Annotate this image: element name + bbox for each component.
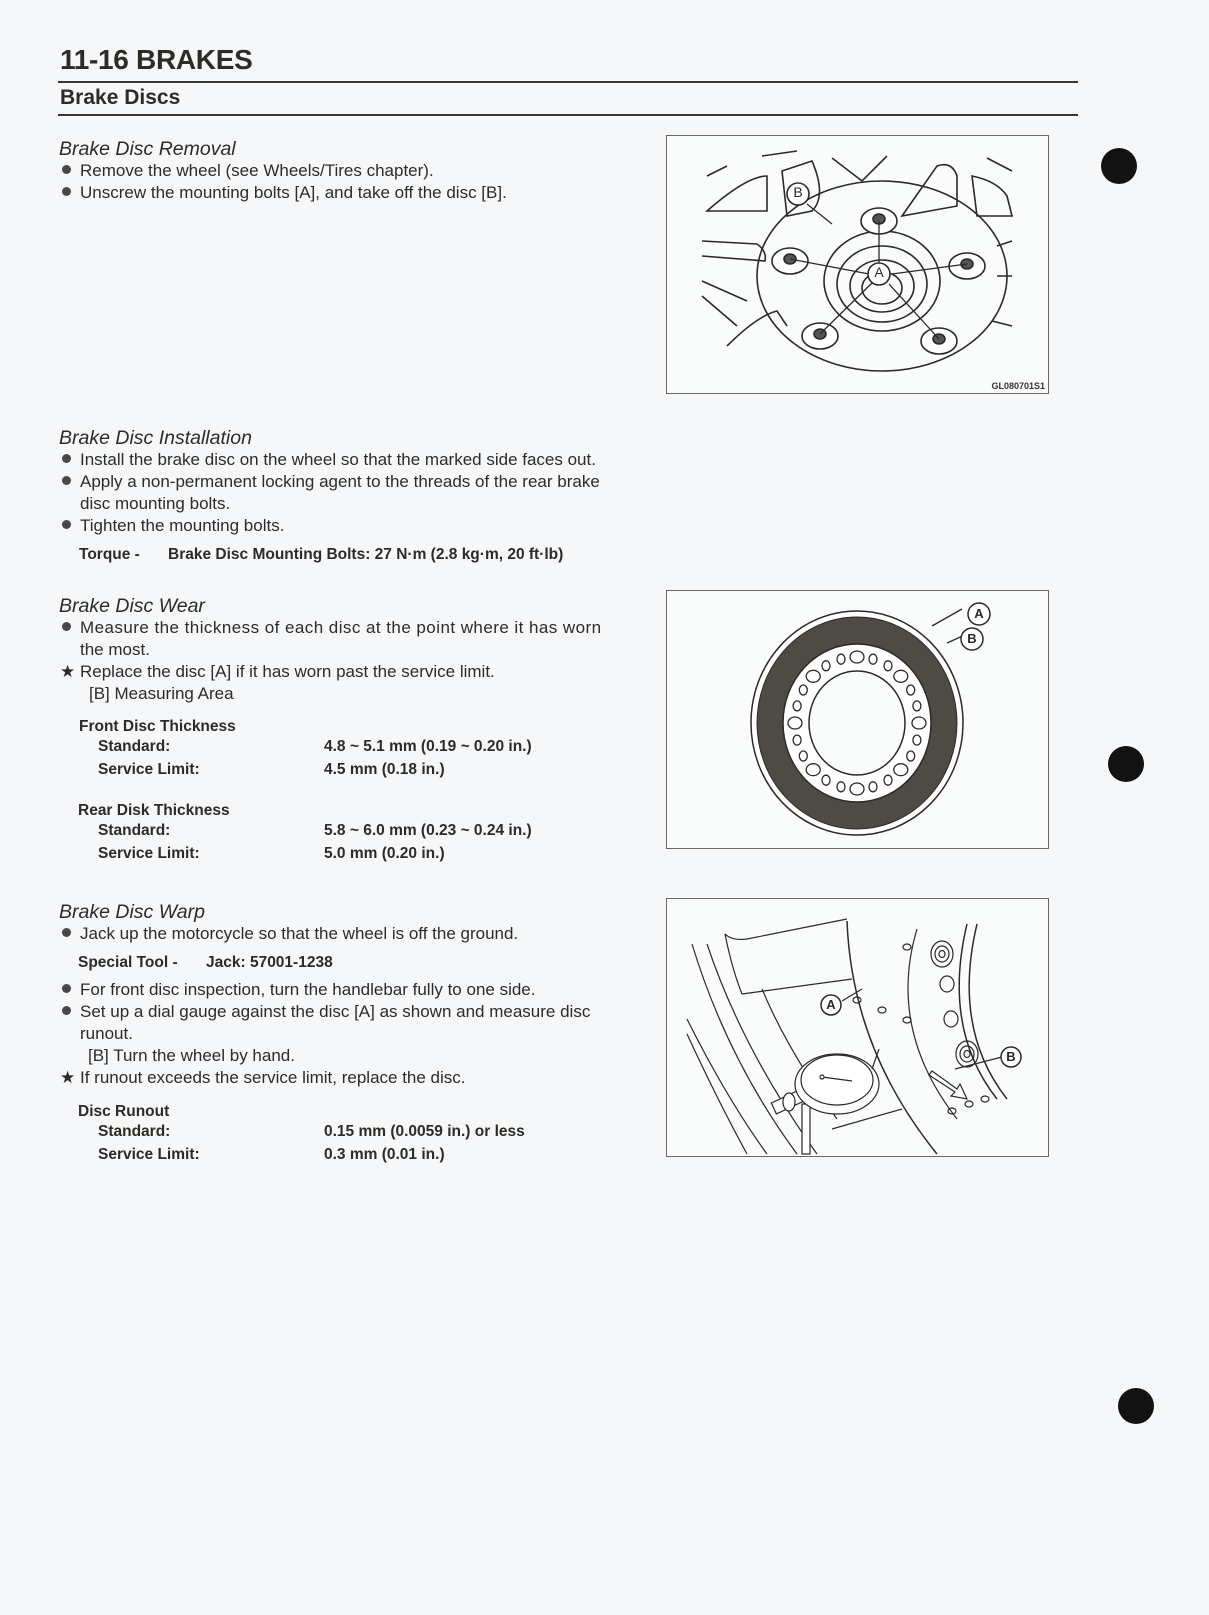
callout-b: B xyxy=(967,631,977,646)
punch-hole xyxy=(1118,1388,1154,1424)
warp-heading: Brake Disc Warp xyxy=(59,901,205,923)
wear-check: ★ Replace the disc [A] if it has worn past the service limit. xyxy=(60,662,495,681)
bullet-icon xyxy=(62,454,71,463)
callout-b: B xyxy=(793,184,803,200)
front-thickness-heading: Front Disc Thickness xyxy=(79,718,236,735)
front-limit-value: 4.5 mm (0.18 in.) xyxy=(324,761,445,778)
callout-a: A xyxy=(874,264,884,280)
brake-disc-illustration xyxy=(667,591,1048,848)
wear-step: Measure the thickness of each disc at the point where it has worn xyxy=(60,617,602,639)
rear-limit-value: 5.0 mm (0.20 in.) xyxy=(324,845,445,862)
header-rule-bottom xyxy=(58,114,1078,116)
removal-step: Remove the wheel (see Wheels/Tires chapter). xyxy=(60,160,434,182)
section-title: Brake Discs xyxy=(60,86,181,109)
bullet-icon xyxy=(62,187,71,196)
star-icon: ★ xyxy=(60,662,76,681)
figure-disc-warp xyxy=(666,898,1049,1157)
runout-heading: Disc Runout xyxy=(78,1103,170,1120)
warp-callout-b: [B] Turn the wheel by hand. xyxy=(88,1046,295,1065)
header-rule-top xyxy=(58,81,1078,83)
bullet-icon xyxy=(62,984,71,993)
wear-heading: Brake Disc Wear xyxy=(59,595,205,617)
bullet-icon xyxy=(62,520,71,529)
punch-hole xyxy=(1101,148,1137,184)
bullet-icon xyxy=(62,1006,71,1015)
punch-hole xyxy=(1108,746,1144,782)
installation-step: Tighten the mounting bolts. xyxy=(60,515,284,537)
figure-disc-wear xyxy=(666,590,1049,849)
bullet-icon xyxy=(62,476,71,485)
front-standard-value: 4.8 ~ 5.1 mm (0.19 ~ 0.20 in.) xyxy=(324,738,532,755)
front-standard-label: Standard: xyxy=(98,738,171,755)
figure-disc-removal xyxy=(666,135,1049,394)
star-icon: ★ xyxy=(60,1068,76,1087)
wheel-hub-illustration xyxy=(667,136,1048,393)
special-tool-value: Jack: 57001-1238 xyxy=(206,954,333,971)
front-limit-label: Service Limit: xyxy=(98,761,200,778)
chapter-title: 11-16 BRAKES xyxy=(60,44,253,75)
installation-heading: Brake Disc Installation xyxy=(59,427,252,449)
rear-standard-value: 5.8 ~ 6.0 mm (0.23 ~ 0.24 in.) xyxy=(324,822,532,839)
installation-step-continued: disc mounting bolts. xyxy=(80,494,231,513)
removal-heading: Brake Disc Removal xyxy=(59,138,236,160)
wear-callout-b: [B] Measuring Area xyxy=(89,684,234,703)
bullet-icon xyxy=(62,165,71,174)
special-tool-label: Special Tool - xyxy=(78,954,178,971)
runout-standard-value: 0.15 mm (0.0059 in.) or less xyxy=(324,1123,525,1140)
warp-step: Set up a dial gauge against the disc [A] as shown and measure disc xyxy=(60,1001,590,1023)
warp-step: Jack up the motorcycle so that the wheel is off the ground. xyxy=(60,923,518,945)
warp-check: ★ If runout exceeds the service limit, replace the disc. xyxy=(60,1068,466,1087)
warp-step: For front disc inspection, turn the handlebar fully to one side. xyxy=(60,979,535,1001)
installation-step: Apply a non-permanent locking agent to the threads of the rear brake xyxy=(60,471,600,493)
callout-a: A xyxy=(974,606,984,621)
torque-value: Brake Disc Mounting Bolts: 27 N·m (2.8 kg·m, 20 ft·lb) xyxy=(168,546,564,563)
torque-label: Torque - xyxy=(79,546,140,563)
runout-limit-label: Service Limit: xyxy=(98,1146,200,1163)
callout-b: B xyxy=(1006,1049,1016,1064)
rear-thickness-heading: Rear Disk Thickness xyxy=(78,802,230,819)
figure-code: GL080701S1 xyxy=(991,381,1045,391)
installation-step: Install the brake disc on the wheel so that the marked side faces out. xyxy=(60,449,596,471)
bullet-icon xyxy=(62,928,71,937)
rear-standard-label: Standard: xyxy=(98,822,171,839)
bullet-icon xyxy=(62,622,71,631)
warp-step-continued: runout. xyxy=(80,1024,133,1043)
dial-gauge-illustration xyxy=(667,899,1048,1156)
runout-standard-label: Standard: xyxy=(98,1123,171,1140)
wear-step-continued: the most. xyxy=(80,640,150,659)
runout-limit-value: 0.3 mm (0.01 in.) xyxy=(324,1146,445,1163)
removal-step: Unscrew the mounting bolts [A], and take off the disc [B]. xyxy=(60,182,507,204)
rear-limit-label: Service Limit: xyxy=(98,845,200,862)
callout-a: A xyxy=(826,997,836,1012)
